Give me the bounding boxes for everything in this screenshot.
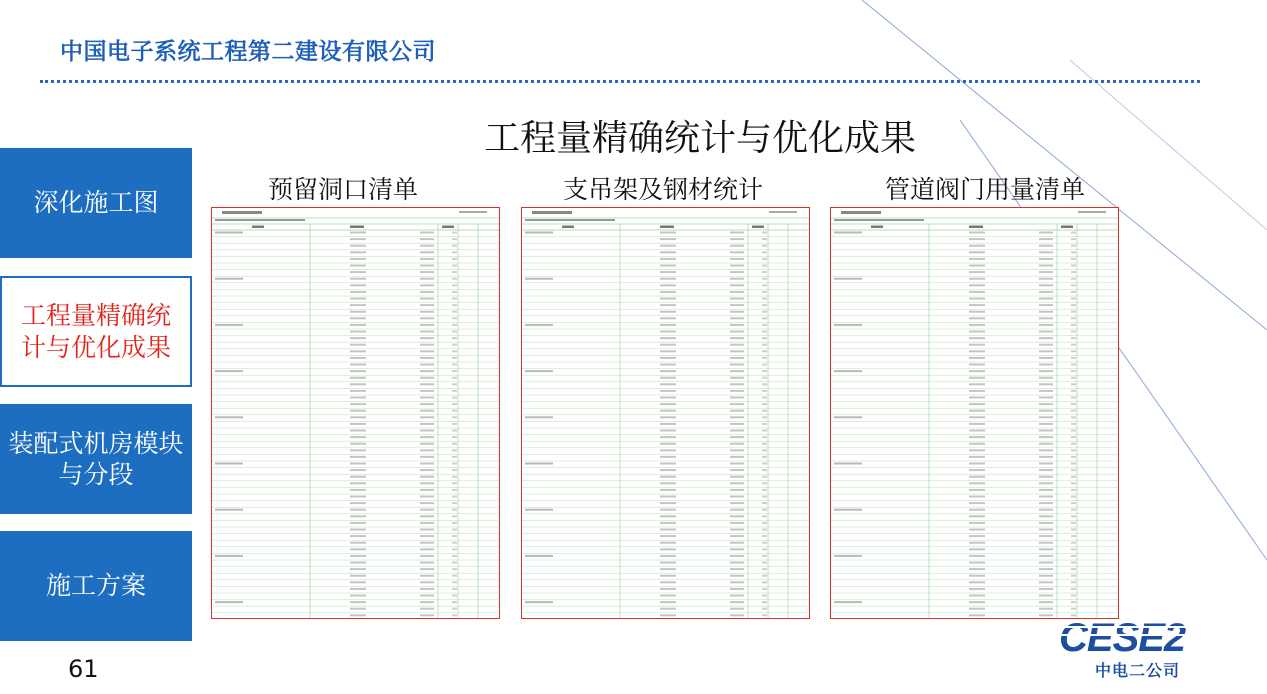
nav-item-shop-drawings[interactable]: 深化施工图 [0, 148, 192, 258]
logo-caption: 中电二公司 [1095, 661, 1181, 680]
spreadsheet-grid [522, 208, 809, 618]
section-title-supports: 支吊架及钢材统计 [563, 175, 764, 204]
section-title-openings: 预留洞口清单 [268, 175, 419, 204]
header-divider [40, 80, 1200, 83]
svg-text:CESE2: CESE2 [1059, 616, 1186, 660]
spreadsheet-grid [212, 208, 499, 618]
company-name: 中国电子系统工程第二建设有限公司 [60, 39, 436, 65]
section-title-valves: 管道阀门用量清单 [885, 175, 1086, 204]
nav-item-modular-machine-room[interactable]: 装配式机房模块与分段 [0, 404, 192, 514]
page-number: 61 [68, 655, 99, 683]
spreadsheet-image-valves [830, 207, 1119, 619]
spreadsheet-image-supports [521, 207, 810, 619]
spreadsheet-image-openings [211, 207, 500, 619]
spreadsheet-grid [831, 208, 1118, 618]
page-title: 工程量精确统计与优化成果 [483, 118, 916, 159]
nav-item-construction-plan[interactable]: 施工方案 [0, 531, 192, 641]
nav-item-quantity-statistics[interactable]: 工程量精确统计与优化成果 [0, 276, 192, 387]
